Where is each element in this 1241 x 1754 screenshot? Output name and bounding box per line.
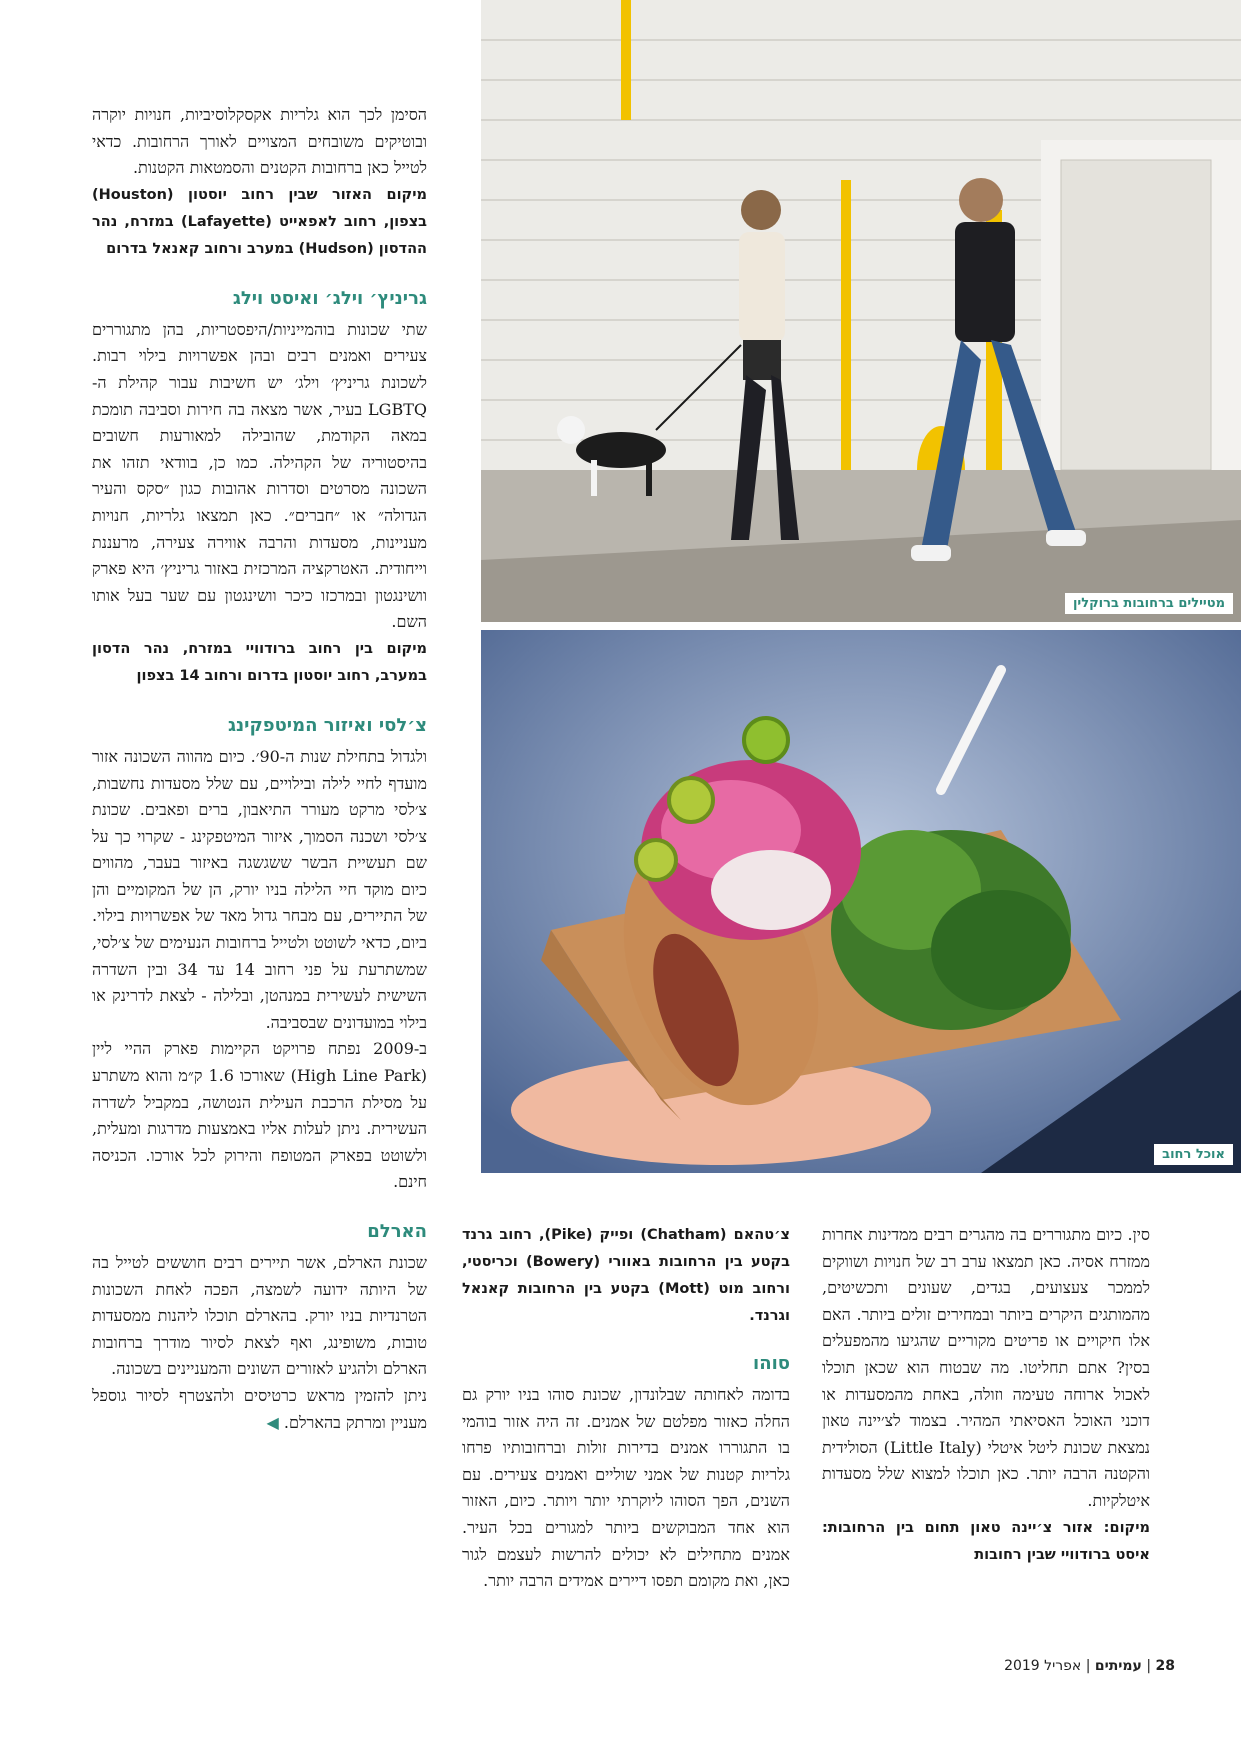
food-photo: [481, 630, 1241, 1173]
chinatown-streets: צ׳טהאם (Chatham) ופייק (Pike), רחוב גרנד בקטע בין הרחובות באוורי (Bowery) וכריסטי, ורחוב מוט (Mott) בקטע בין הרחובות קאנאל וגרנד.: [462, 1227, 790, 1324]
chinatown-paragraph: סין. כיום מתגוררים בה מהגרים רבים ממדינות אחרות ממזרח אסיה. כאן תמצאו ערב רב של חנויות ושווקים לממכר צעצועים, בגדים, שעונים ותכשיטים, מהמותגים היקרים ביותר ובמחירים זולים ביותר. האם אלו חיקויים או פריטים מקוריים שהגיעו מהמפעלים בסין? אתם תחליטו. מה שבטוח הוא שכאן תוכלו לאכול ארוחה טעימה וזולה, באחת מהמסעדות או דוכני האוכל האסיאתי המהיר. בצמוד לצ׳יינה טאון נמצאת שכונת ליטל איטלי (Little Italy) הסולידית והקטנה הרבה יותר. כאן תוכלו למצוא שלל מסעדות איטלקיות.: [822, 1225, 1151, 1510]
arrow-icon: ◀: [266, 1412, 279, 1432]
harlem-heading: הארלם: [367, 1221, 427, 1242]
soho-area-location: מיקום האזור שבין רחוב יוסטון (Houston) בצפון, רחוב לאפאייט (Lafayette) במזרח, נהר ההדסון (Hudson) במערב ורחוב קאנאל בדרום: [92, 186, 428, 257]
soho-heading: סוהו: [753, 1353, 790, 1374]
middle-text-column: [462, 1222, 790, 1595]
greenwich-paragraph: שתי שכונות בוהמייניות/היפסטריות, בהן מתגוררים צעירים ואמנים רבים ובהן אפשרויות בילוי רבות. לשכונת גריניץ׳ וילג׳ יש חשיבות עבור קהילת ה-LGBTQ בעיר, אשר מצאה בה חירות וסביבה תומכת במאה הקודמת, שהובילה למאורעות חשובים בהיסטוריה של הקהילה. כמו כן, בוודאי תזהו את השכונה מסרטים וסדרות אהובות כגון ״סקס והעיר הגדולה״ או ״חברים״. כאן תמצאו גלריות, חנויות מעניינות, מסעדות והרבה אווירה צעירה, מרעננת וייחודית. האטרקציה המרכזית באזור גריניץ׳ היא פארק וושינגטון ובמרכזו כיכר וושינגטון עם שער בעל אותו השם.: [92, 319, 427, 632]
chelsea-paragraph: ולגדול בתחילת שנות ה-90׳. כיום מהווה השכונה אזור מועדף לחיי לילה ובילויים, עם שלל מסעדות נחשבות, צ׳לסי מרקט מעורר התיאבון, ברים ופאבים. שכונת צ׳לסי ושכנה הסמוך, איזור המיטפקינג - שקרוי כך על שם תעשיית הבשר ששגשגה באיזור בעבר, מהווים כיום מוקד חיי הלילה בניו יורק, הן של המקומיים והן של התיירים, עם מבחר גדול מאד של אפשרויות בילוי. ביום, כדאי לשוטט ולטייל ברחובות הנעימים של צ׳לסי, שמשתרעת על פני רחוב 14 עד 34 ובין השדרה השישית לעשירית במנהטן, ובלילה - לצאת לדרינק או בילוי במועדונים שבסביבה.: [92, 746, 427, 1032]
street-illustration: [481, 0, 1241, 622]
page-footer: [1004, 1658, 1175, 1674]
footer-separator-2: |: [1085, 1658, 1091, 1674]
harlem-tip: ניתן להזמין מראש כרטיסים ולהצטרף לסיור גוספל מעניין ומרתק בהארלם. ◀: [92, 1385, 427, 1432]
issue-date: אפריל 2019: [1004, 1658, 1082, 1674]
footer-separator: |: [1146, 1658, 1152, 1674]
greenwich-heading: גריניץ׳ וילג׳ ואיסט וילג: [232, 287, 427, 309]
intro-paragraph: הסימן לכך הוא גלריות אקסקלוסיביות, חנויות יוקרה ובוטיקים משובחים המצויים לאורך הרחובות. כדאי לטייל כאן ברחובות הקטנים והסמטאות הקטנות.: [92, 105, 427, 178]
left-text-column: [92, 102, 427, 1436]
street-photo: [481, 0, 1241, 622]
food-illustration: [481, 630, 1241, 1173]
harlem-paragraph: שכונת הארלם, אשר תיירים רבים חוששים לטייל בה של היותה ידועה לשמצה, הפכה לאחת השכונות הטרנדיות בניו יורק. בהארלם תוכלו ליהנות ממסעדות טובות, משופינג, ואף לצאת לסיור מודרך ברחובות הארלם ולהגיע לאזורים השונים והמעניינים בשכונה.: [92, 1253, 427, 1379]
chelsea-heading: צ׳לסי ואיזור המיטפקינג: [227, 714, 427, 736]
magazine-name: עמיתים: [1094, 1658, 1142, 1674]
page-number: 28: [1155, 1658, 1175, 1674]
soho-paragraph: בדומה לאחותה שבלונדון, שכונת סוהו בניו יורק גם החלה כאזור מפלטם של אמנים. זה היה אזור בוהמי בו התגוררו אמנים בדירות זולות וברחובותיו פרחו גלריות קטנות של אמני שוליים ואמנים צעירים. עם השנים, הפך הסוהו ליוקרתי יותר ויותר. כיום, האזור הוא אחד המבוקשים ביותר למגורים בכל העיר. אמנים מתחילים לא יכולים להרשות לעצמם לגור כאן, ואת מקומם תפסו דיירים אמידים הרבה יותר.: [462, 1385, 790, 1591]
street-photo-caption: מטיילים ברחובות ברוקלין: [1065, 593, 1233, 614]
greenwich-location: מיקום בין רחוב ברודוויי במזרח, נהר הדסון במערב, רחוב יוסטון בדרום ורחוב 14 בצפון: [92, 640, 427, 684]
right-text-column: [822, 1222, 1150, 1569]
food-photo-caption: אוכל רחוב: [1154, 1144, 1233, 1165]
highline-paragraph: ב-2009 נפתח פרויקט הקיימות פארק ההיי ליין (High Line Park) שאורכו 1.6 ק״מ והוא משתרע על מסילת הרכבת העילית הנטושה, במקביל לשדרה העשירית. ניתן לעלות אליו באמצעות מדרגות ומעלית, ולשוטט בפארק המטופח והירוק לכל אורכו. הכניסה חינם.: [92, 1039, 428, 1192]
chinatown-location: מיקום: אזור צ׳יינה טאון תחום בין הרחובות: איסט ברודוויי שבין רחובות: [822, 1519, 1150, 1563]
